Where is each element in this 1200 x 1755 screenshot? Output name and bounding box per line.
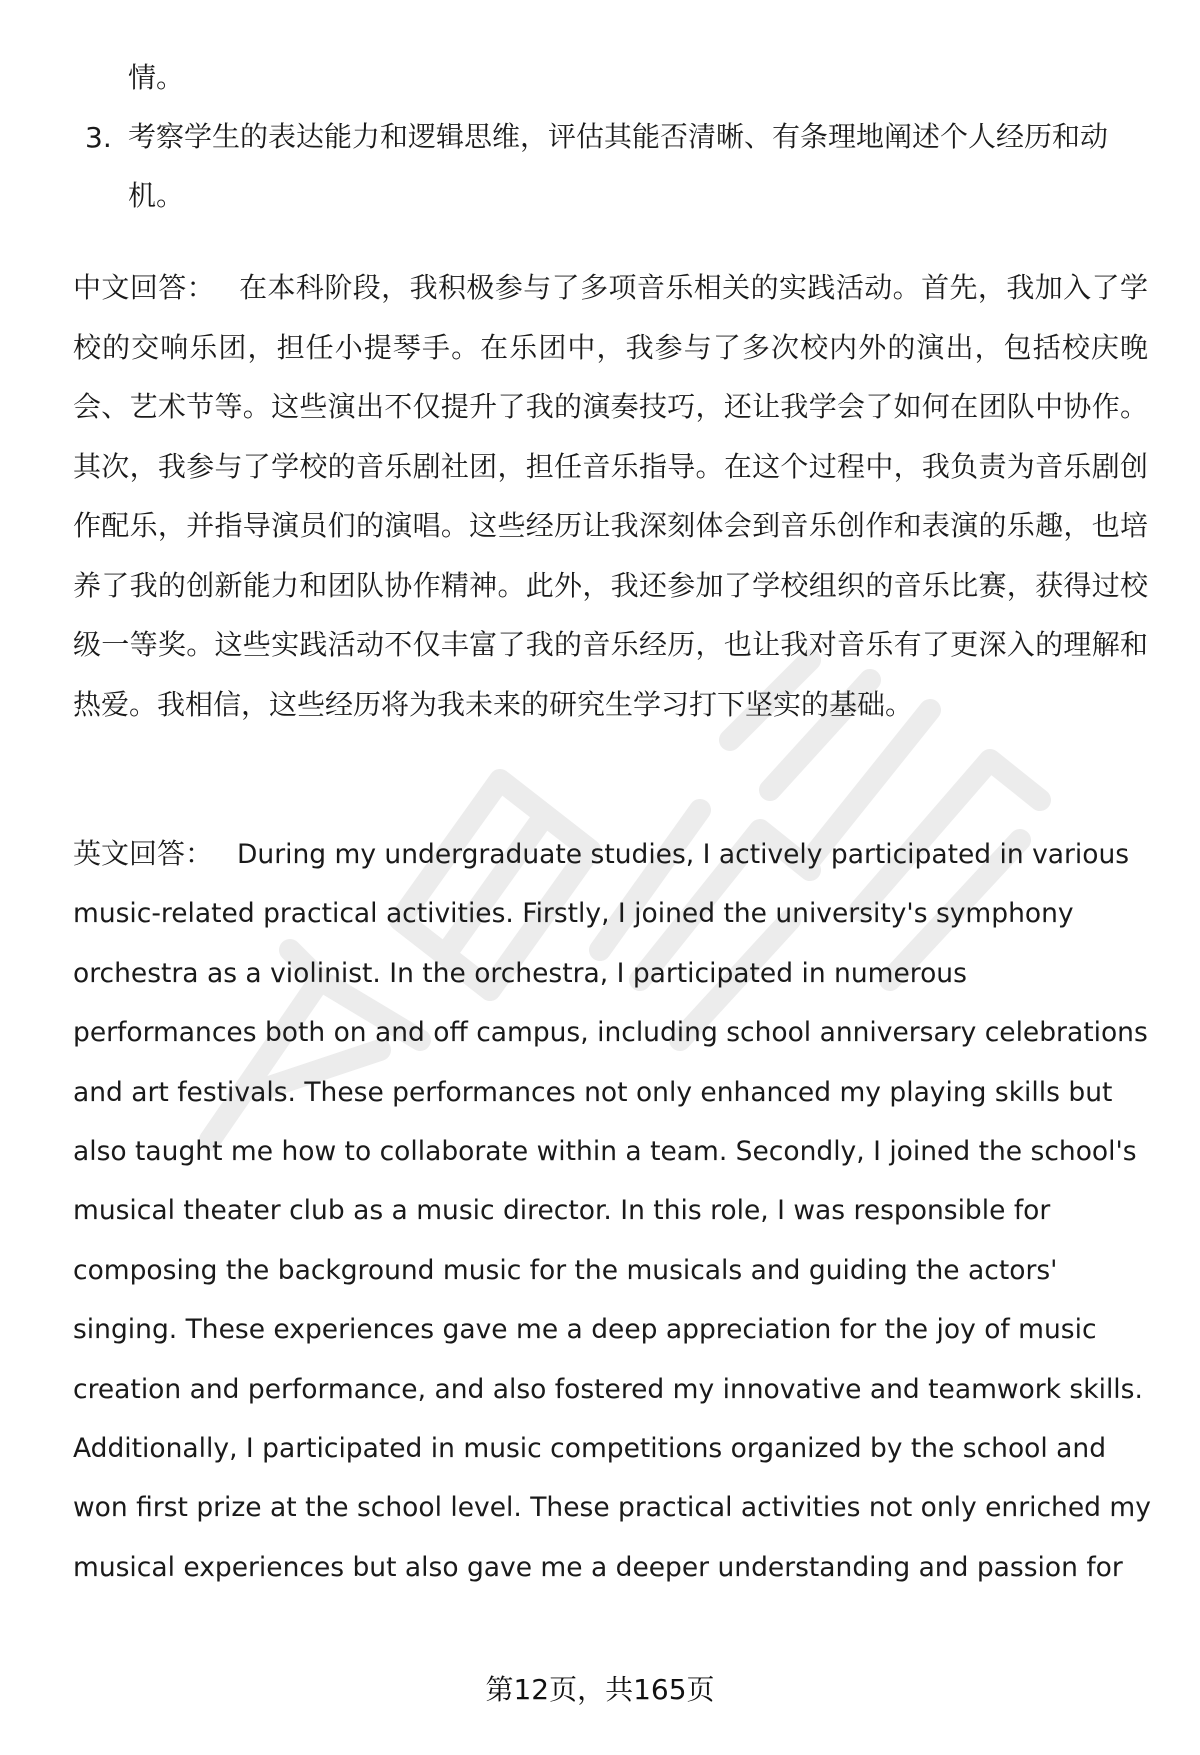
page-number-footer: 第12页，共165页 (485, 1673, 715, 1706)
chinese-answer-paragraph (73, 258, 1148, 734)
list-item-continuation: 情。 (128, 61, 185, 94)
chinese-answer-label: 中文回答： (73, 271, 216, 304)
list-item-text: 考察学生的表达能力和逻辑思维，评估其能否清晰、有条理地阐述个人经历和动机。 (128, 120, 1109, 212)
english-answer-text: During my undergraduate studies, I actively participated in various music-related practical activities. Firstly, I joined the university's symphony orchestra as a violinist. In the orchestra, I participated in numerous performances both on and off campus, including school anniversary celebrations and art festivals. These performances not only enhanced my playing skills but also taught me how to collaborate within a team. Secondly, I joined the school's musical theater club as a music director. In this role, I was responsible for composing the background music for the musicals and guiding the actors' singing. These experiences gave me a deep appreciation for the joy of music creation and performance, and also fostered my innovative and teamwork skills. Additionally, I participated in music competitions organized by the school and won first prize at the school level. These practical activities not only enriched my musical experiences but also gave me a deeper understanding and passion for (73, 839, 1151, 1583)
chinese-answer-text: 在本科阶段，我积极参与了多项音乐相关的实践活动。首先，我加入了学校的交响乐团，担任小提琴手。在乐团中，我参与了多次校内外的演出，包括校庆晚会、艺术节等。这些演出不仅提升了我的演奏技巧，还让我学会了如何在团队中协作。其次，我参与了学校的音乐剧社团，担任音乐指导。在这个过程中，我负责为音乐剧创作配乐，并指导演员们的演唱。这些经历让我深刻体会到音乐创作和表演的乐趣，也培养了我的创新能力和团队协作精神。此外，我还参加了学校组织的音乐比赛，获得过校级一等奖。这些实践活动不仅丰富了我的音乐经历，也让我对音乐有了更深入的理解和热爱。我相信，这些经历将为我未来的研究生学习打下坚实的基础。 (73, 271, 1148, 721)
list-number: 3. (85, 121, 112, 154)
english-answer-label: 英文回答： (73, 837, 214, 870)
english-answer-paragraph (73, 824, 1153, 1597)
